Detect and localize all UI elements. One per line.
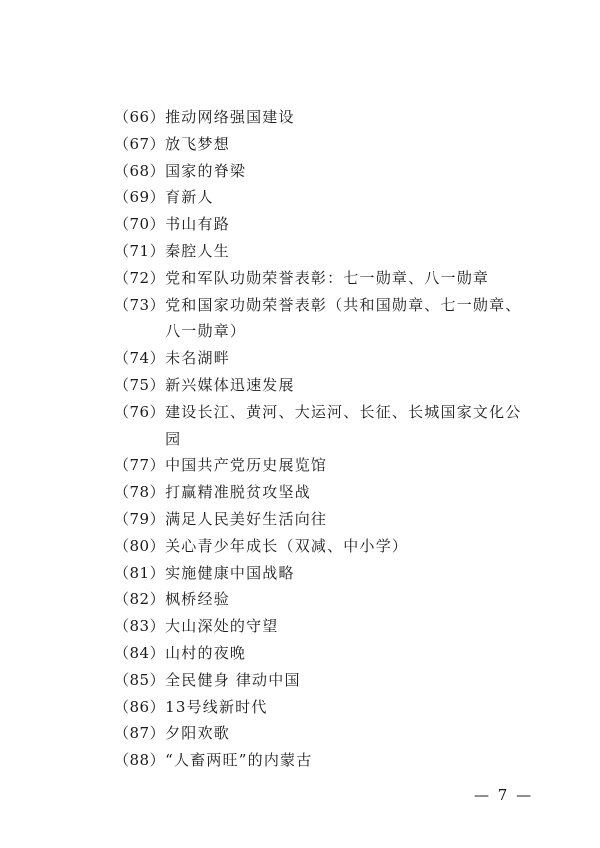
item-number: （83） [114, 617, 166, 636]
item-number: （66） [114, 108, 166, 126]
list-item [114, 586, 534, 613]
item-text: 实施健康中国战略 [165, 563, 295, 582]
list-item [114, 265, 534, 292]
item-text: 育新人 [165, 188, 214, 207]
list-item [114, 667, 534, 694]
item-text: 放飞梦想 [165, 134, 230, 153]
item-number: （88） [114, 751, 166, 770]
list-item [114, 613, 534, 640]
list-item [114, 184, 534, 211]
item-text: 新兴媒体迅速发展 [165, 375, 295, 394]
list-item [114, 345, 534, 372]
item-number: （73） [114, 295, 166, 314]
item-text: “人畜两旺”的内蒙古 [165, 751, 313, 770]
list-item [114, 533, 534, 560]
item-text: 中国共产党历史展览馆 [165, 456, 328, 475]
item-text: 推动网络强国建设 [165, 108, 295, 126]
list-item [114, 720, 534, 747]
list-item [114, 694, 534, 721]
item-text: 满足人民美好生活向往 [165, 509, 328, 528]
list-item [114, 292, 534, 346]
item-text: 未名湖畔 [165, 349, 230, 368]
item-number: （87） [114, 724, 166, 743]
item-text: 山村的夜晚 [165, 643, 247, 662]
list-item [114, 372, 534, 399]
item-number: （81） [114, 563, 166, 582]
item-text: 党和国家功勋荣誉表彰（共和国勋章、七一勋章、八一勋章） [165, 295, 522, 341]
list-item [114, 506, 534, 533]
list-item [114, 399, 534, 453]
item-number: （72） [114, 268, 166, 287]
item-number: （76） [114, 402, 166, 421]
list-item [114, 211, 534, 238]
item-text: 大山深处的守望 [165, 617, 279, 636]
item-text: 枫桥经验 [165, 590, 230, 609]
item-number: （82） [114, 590, 166, 609]
item-number: （69） [114, 188, 166, 207]
item-text: 党和军队功勋荣誉表彰：七一勋章、八一勋章 [165, 268, 490, 287]
item-number: （70） [114, 215, 166, 234]
item-text: 全民健身 律动中国 [165, 670, 301, 689]
item-text: 建设长江、黄河、大运河、长征、长城国家文化公园 [165, 402, 522, 448]
item-text: 13号线新时代 [165, 697, 268, 716]
list-item [114, 104, 534, 131]
item-number: （71） [114, 241, 166, 260]
item-number: （75） [114, 375, 166, 394]
item-number: （84） [114, 643, 166, 662]
item-number: （77） [114, 456, 166, 475]
item-text: 秦腔人生 [165, 241, 230, 260]
item-number: （80） [114, 536, 166, 555]
item-number: （68） [114, 161, 166, 180]
item-text: 打赢精准脱贫攻坚战 [165, 483, 311, 502]
item-text: 书山有路 [165, 215, 230, 234]
item-text: 夕阳欢歌 [165, 724, 230, 743]
item-number: （74） [114, 349, 166, 368]
item-number: （78） [114, 483, 166, 502]
list-item [114, 560, 534, 587]
list-item [114, 238, 534, 265]
item-text: 国家的脊梁 [165, 161, 247, 180]
list-item [114, 479, 534, 506]
list-item [114, 640, 534, 667]
item-number: （85） [114, 670, 166, 689]
list-item [114, 158, 534, 185]
topic-list [114, 104, 534, 774]
page-number: — 7 — [474, 786, 534, 804]
list-item [114, 131, 534, 158]
item-number: （67） [114, 134, 166, 153]
list-item [114, 747, 534, 774]
list-item [114, 452, 534, 479]
item-number: （86） [114, 697, 166, 716]
item-text: 关心青少年成长（双减、中小学） [165, 536, 409, 555]
item-number: （79） [114, 509, 166, 528]
